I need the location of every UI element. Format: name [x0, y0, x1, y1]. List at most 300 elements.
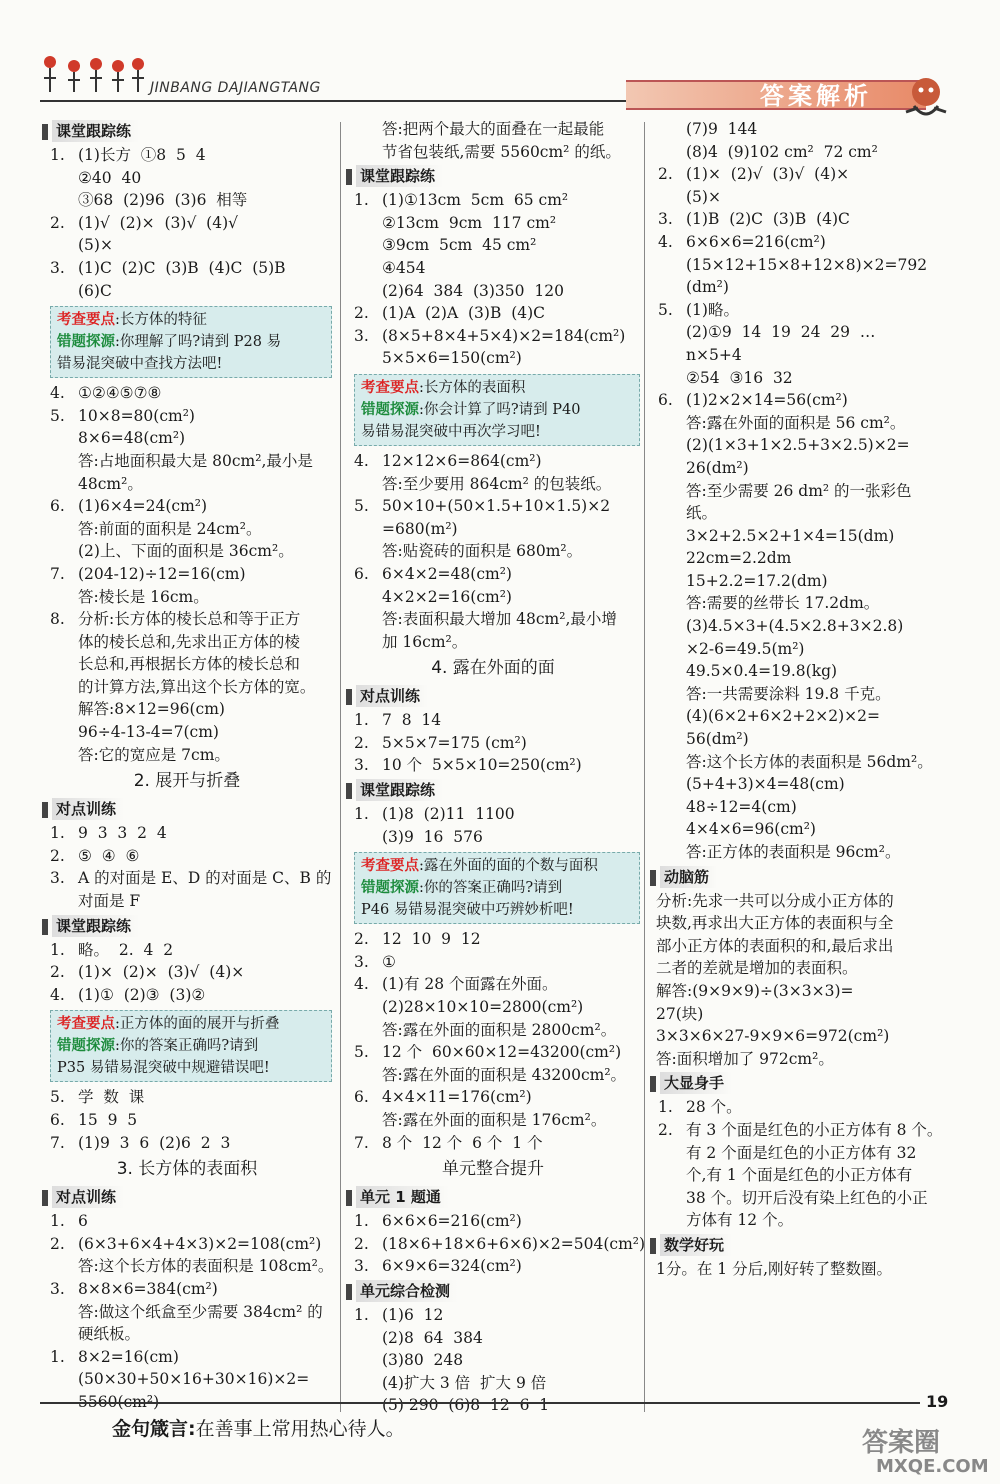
answer-text: 加 16cm²。 — [382, 632, 468, 651]
answer-text: 12 10 9 12 — [382, 930, 481, 949]
question-number: 2. — [50, 213, 65, 232]
answer-text: 15 9 5 — [78, 1111, 138, 1129]
answer-text: 对面是 F — [78, 892, 141, 911]
section-label: 动脑筋 — [660, 866, 717, 888]
question-number: 6. — [50, 497, 65, 516]
answer-line — [346, 1255, 640, 1278]
answer-line — [650, 957, 948, 980]
section-heading — [42, 798, 332, 822]
answer-line — [42, 1086, 332, 1109]
answer-line — [346, 302, 640, 325]
answer-line — [650, 434, 948, 457]
answer-text: 27(块) — [656, 1004, 704, 1023]
answer-text: 6 — [78, 1212, 88, 1231]
question-number: 3. — [658, 210, 673, 229]
answer-line — [650, 525, 948, 548]
answer-line — [42, 189, 332, 212]
section-label: 课堂跟踪练 — [52, 915, 139, 937]
answer-text: (1)× (2)× (3)√ (4)× — [78, 963, 245, 982]
answer-text: 的计算方法,算出这个长方体的宽。 — [78, 677, 316, 696]
watermark-url: MXQE.COM — [876, 1456, 989, 1477]
answer-line — [42, 1255, 332, 1278]
answer-line — [42, 563, 332, 586]
answer-text: 有 3 个面是红色的小正方体有 8 个。 — [686, 1120, 943, 1139]
answer-text: 6×6×6=216(cm²) — [382, 1212, 522, 1231]
answer-text: 块数,再求出大正方体的表面积与全 — [656, 914, 894, 933]
answer-line — [346, 1304, 640, 1327]
answer-text: 5560(cm²) — [78, 1392, 160, 1411]
tip-text: :长方体的表面积 — [419, 379, 526, 396]
answer-line — [346, 1064, 640, 1087]
answer-text: ①②④⑤⑦⑧ — [78, 384, 162, 403]
tip-text: :正方体的面的展开与折叠 — [115, 1016, 280, 1033]
answer-line — [346, 754, 640, 777]
answer-line — [346, 1327, 640, 1350]
answer-text: 12×12×6=864(cm²) — [382, 451, 542, 470]
question-number: 7. — [50, 1133, 65, 1152]
section-marker — [42, 124, 48, 140]
answer-text: 答:做这个纸盒至少需要 384cm² 的 — [78, 1302, 323, 1321]
lesson-title: 4. 露在外面的面 — [431, 658, 555, 679]
tip-line — [361, 855, 633, 877]
answer-line — [650, 141, 948, 164]
answer-text: (6×3+6×4+4×3)×2=108(cm²) — [78, 1234, 322, 1253]
answer-line — [346, 141, 640, 164]
question-number: 6. — [50, 1111, 65, 1129]
lesson-title: 2. 展开与折叠 — [133, 771, 241, 792]
answer-line — [346, 709, 640, 732]
answer-text: (1)①13cm 5cm 65 cm² — [382, 191, 569, 210]
answer-line — [650, 321, 948, 344]
answer-text: 10 个 5×5×10=250(cm²) — [382, 756, 582, 775]
column-divider — [340, 122, 341, 1412]
answer-text: 有 2 个面是红色的小正方体有 32 — [686, 1143, 917, 1162]
tip-box — [50, 306, 332, 378]
answer-line — [650, 1003, 948, 1026]
answer-line — [42, 1301, 332, 1324]
answer-text: (1)长方 ①8 5 4 — [78, 146, 206, 164]
answer-text: 8×2=16(cm) — [78, 1347, 179, 1366]
tip-key: 错题探源 — [361, 401, 419, 418]
answer-line — [650, 254, 948, 277]
answer-text: (1)6 12 — [382, 1305, 444, 1324]
answer-text: 56(dm²) — [686, 730, 749, 749]
answer-line — [650, 705, 948, 728]
answer-text: 解答:(9×9×9)÷(3×3×3)= — [656, 981, 854, 1000]
section-label: 课堂跟踪练 — [356, 165, 443, 187]
answer-line — [346, 1233, 646, 1256]
question-number: 1. — [50, 824, 65, 843]
answer-line — [346, 996, 640, 1019]
answer-line — [346, 563, 640, 586]
section-label: 课堂跟踪练 — [356, 779, 443, 801]
question-number: 1. — [354, 805, 369, 824]
section-marker — [346, 783, 352, 799]
question-number: 1. — [354, 1305, 369, 1324]
answer-text: (204-12)÷12=16(cm) — [78, 564, 246, 583]
answer-line — [42, 1132, 332, 1155]
answer-text: 学 数 课 — [78, 1088, 145, 1107]
section-heading — [650, 1072, 948, 1096]
section-heading — [346, 165, 640, 189]
footer-text: 在善事上常用热心待人。 — [195, 1418, 405, 1440]
answer-line — [346, 189, 640, 212]
answer-text: 答:表面积最大增加 48cm²,最小增 — [382, 610, 617, 629]
question-number: 5. — [354, 497, 369, 516]
answer-line — [650, 457, 948, 480]
answer-text: 8 个 12 个 6 个 1 个 — [382, 1133, 543, 1152]
section-marker — [346, 1190, 352, 1206]
tip-key: 错题探源 — [57, 1038, 115, 1055]
question-number: 3. — [50, 869, 65, 888]
answer-line — [346, 631, 640, 654]
question-number: 6. — [354, 564, 369, 583]
answer-line — [42, 867, 332, 890]
answer-text: 分析:长方体的棱长总和等于正方 — [78, 610, 301, 629]
section-marker — [346, 1284, 352, 1300]
answer-text: 硬纸板。 — [78, 1325, 141, 1344]
answer-text: 二者的差就是增加的表面积。 — [656, 959, 858, 978]
answer-text: 答:贴瓷砖的面积是 680m²。 — [382, 542, 583, 561]
answer-text: (2)8 64 384 — [382, 1328, 483, 1347]
section-marker — [42, 802, 48, 818]
answer-line — [42, 631, 332, 654]
section-label: 对点训练 — [52, 798, 124, 820]
section-heading — [650, 866, 948, 890]
answer-text: ① — [382, 952, 396, 971]
answer-text: 10×8=80(cm²) — [78, 406, 195, 425]
answer-column-1 — [42, 118, 332, 1414]
answer-line — [42, 427, 332, 450]
answer-text: 5×5×6=150(cm²) — [382, 349, 522, 368]
question-number: 4. — [658, 232, 673, 251]
answer-line — [650, 1119, 948, 1142]
answer-text: (18×6+18×6+6×6)×2=504(cm²) — [382, 1234, 646, 1253]
answer-text: 26(dm²) — [686, 458, 749, 477]
answer-line — [650, 367, 948, 390]
section-heading — [346, 685, 640, 709]
question-number: 4. — [354, 451, 369, 470]
answer-line — [42, 540, 332, 563]
question-number: 1. — [50, 1212, 65, 1231]
tip-text: :露在外面的面的个数与面积 — [419, 858, 598, 875]
answer-text: 3×3×6×27-9×9×6=972(cm²) — [656, 1027, 890, 1046]
answer-line — [346, 928, 640, 951]
section-label: 对点训练 — [52, 1186, 124, 1208]
answer-line — [346, 118, 640, 141]
answer-line — [42, 473, 332, 496]
answer-line — [650, 344, 948, 367]
answer-line — [650, 773, 948, 796]
answer-text: (1)有 28 个面露在外面。 — [382, 975, 558, 994]
answer-text: 6×6×6=216(cm²) — [686, 232, 826, 251]
section-marker — [650, 870, 656, 886]
answer-line — [650, 592, 948, 615]
column-divider — [644, 122, 645, 1412]
answer-line — [650, 1025, 948, 1048]
answer-line — [346, 1372, 640, 1395]
answer-line — [42, 744, 332, 767]
answer-text: 答:占地面积最大是 80cm²,最小是 — [78, 451, 313, 470]
tip-key: 错题探源 — [361, 880, 419, 897]
answer-text: 22cm=2.2dm — [686, 549, 792, 568]
question-number: 6. — [354, 1088, 369, 1107]
answer-text: 分析:先求一共可以分成小正方体的 — [656, 891, 894, 910]
answer-line — [42, 1233, 332, 1256]
question-number: 4. — [354, 975, 369, 994]
answer-line — [650, 480, 948, 503]
section-marker — [650, 1238, 656, 1254]
answer-text: n×5+4 — [686, 345, 742, 364]
question-number: 2. — [354, 930, 369, 949]
answer-text: 7 8 14 — [382, 711, 442, 730]
kids-logo-icon — [40, 52, 148, 98]
answer-line — [42, 653, 332, 676]
answer-line — [650, 1187, 948, 1210]
answer-line — [42, 450, 332, 473]
answer-text: ③68 (2)96 (3)6 相等 — [78, 191, 248, 210]
tip-line — [57, 1035, 325, 1057]
answer-text: 答:面积增加了 972cm²。 — [656, 1049, 834, 1068]
section-label: 单元 1 题通 — [356, 1186, 449, 1208]
answer-line — [650, 615, 948, 638]
answer-text: 9 3 3 2 4 — [78, 824, 167, 843]
question-number: 3. — [354, 1257, 369, 1276]
answer-text: (15×12+15×8+12×8)×2=792 — [686, 255, 928, 274]
answer-line — [346, 212, 640, 235]
question-number: 2. — [354, 304, 369, 323]
section-heading — [346, 1186, 640, 1210]
answer-line — [650, 935, 948, 958]
tip-line — [361, 877, 633, 899]
answer-line — [650, 570, 948, 593]
question-number: 3. — [50, 258, 65, 277]
section-label: 对点训练 — [356, 685, 428, 707]
answer-text: ②54 ③16 32 — [686, 368, 793, 387]
answer-line — [346, 347, 640, 370]
answer-line — [42, 518, 332, 541]
answer-line — [346, 586, 640, 609]
answer-line — [346, 540, 640, 563]
answer-text: 答:棱长是 16cm。 — [78, 587, 209, 606]
section-heading — [42, 120, 332, 144]
answer-line — [346, 1109, 640, 1132]
answer-text: 答:露在外面的面积是 43200cm²。 — [382, 1065, 627, 1084]
answer-text: 12 个 60×60×12=43200(cm²) — [382, 1043, 622, 1062]
answer-line — [346, 234, 640, 257]
answer-text: 答:露在外面的面积是 56 cm²。 — [686, 413, 906, 432]
answer-line — [650, 276, 948, 299]
answer-line — [650, 208, 948, 231]
answer-text: (6)C — [78, 281, 112, 300]
question-number: 1. — [658, 1098, 673, 1117]
answer-text: 8×6=48(cm²) — [78, 429, 186, 448]
answer-text: (8×5+8×4+5×4)×2=184(cm²) — [382, 326, 626, 345]
answer-text: (3)4.5×3+(4.5×2.8+3×2.8) — [686, 617, 904, 636]
answer-line — [42, 939, 332, 962]
answer-text: 答:露在外面的面积是 176cm²。 — [382, 1111, 607, 1129]
answer-line — [650, 841, 948, 864]
answer-line — [346, 803, 640, 826]
answer-text: (1)B (2)C (3)B (4)C — [686, 210, 850, 229]
answer-line — [650, 1258, 948, 1281]
answer-text: (7)9 144 — [686, 120, 758, 138]
answer-line — [346, 473, 640, 496]
answer-line — [650, 796, 948, 819]
page-header — [0, 0, 1000, 120]
answer-text: (3)80 248 — [382, 1351, 464, 1370]
answer-text: 略。 2. 4 2 — [78, 940, 174, 959]
question-number: 5. — [658, 300, 673, 319]
answer-text: (1)C (2)C (3)B (4)C (5)B — [78, 258, 286, 277]
section-heading — [42, 915, 332, 939]
question-number: 6. — [658, 391, 673, 410]
answer-line — [42, 845, 332, 868]
answer-text: 答:这个长方体的表面积是 56dm²。 — [686, 752, 933, 771]
answer-line — [650, 1142, 948, 1165]
answer-line — [42, 1368, 332, 1391]
question-number: 2. — [354, 733, 369, 752]
answer-text: (2)①9 14 19 24 29 … — [686, 323, 876, 342]
tip-line — [57, 1013, 325, 1035]
answer-line — [346, 495, 640, 518]
answer-line — [346, 518, 640, 541]
watermark-logo: 答案圈 — [862, 1428, 941, 1458]
question-number: 8. — [50, 610, 65, 629]
question-number: 1. — [50, 1347, 65, 1366]
tip-key: 考查要点 — [361, 858, 419, 875]
answer-line — [346, 1041, 640, 1064]
answer-line — [346, 951, 640, 974]
answer-line — [650, 412, 948, 435]
answer-text: 48cm²。 — [78, 474, 143, 493]
answer-line — [650, 728, 948, 751]
brand-name: JINBANG DAJIANGTANG — [150, 80, 321, 96]
answer-text: 4×4×11=176(cm²) — [382, 1088, 532, 1107]
question-number: 2. — [658, 165, 673, 184]
tip-line — [57, 331, 325, 353]
answer-line — [346, 1349, 640, 1372]
answer-text: 5×5×7=175 (cm²) — [382, 733, 527, 752]
answer-line — [42, 721, 332, 744]
answer-text: 体的棱长总和,先求出正方体的棱 — [78, 632, 300, 651]
question-number: 5. — [50, 1088, 65, 1107]
answer-line — [650, 1164, 948, 1187]
answer-column-2 — [346, 118, 646, 1417]
answer-text: 答:这个长方体的表面积是 108cm²。 — [78, 1257, 334, 1276]
answer-text: 1分。在 1 分后,刚好转了整数圈。 — [656, 1259, 893, 1278]
answer-line — [42, 1346, 332, 1369]
answer-text: (1)略。 — [686, 300, 739, 319]
footer-label: 金句箴言: — [112, 1418, 196, 1440]
answer-text: 49.5×0.4=19.8(kg) — [686, 662, 838, 681]
answer-line — [650, 980, 948, 1003]
question-number: 3. — [354, 326, 369, 345]
answer-text: (1)6×4=24(cm²) — [78, 497, 208, 516]
answer-line — [650, 751, 948, 774]
tip-key: 考查要点 — [57, 1016, 115, 1033]
answer-text: (2)64 384 (3)350 120 — [382, 281, 564, 300]
lesson-title: 3. 长方体的表面积 — [116, 1159, 258, 1180]
answer-text: 96÷4-13-4=7(cm) — [78, 723, 219, 742]
answer-line — [42, 495, 332, 518]
answer-line — [650, 638, 948, 661]
answer-text: 答:露在外面的面积是 2800cm²。 — [382, 1020, 617, 1039]
section-marker — [42, 1190, 48, 1206]
answer-text: 38 个。切开后没有染上红色的小正 — [686, 1188, 928, 1207]
question-number: 4. — [50, 985, 65, 1004]
page-number: 19 — [926, 1392, 949, 1411]
answer-text: 6×9×6=324(cm²) — [382, 1257, 522, 1276]
section-label: 单元综合检测 — [356, 1280, 458, 1302]
answer-line — [42, 608, 332, 631]
answer-text: 部小正方体的表面积的和,最后求出 — [656, 936, 894, 955]
answer-line — [346, 973, 640, 996]
answer-line — [42, 280, 332, 303]
answer-line — [650, 231, 948, 254]
answer-text: (1)2×2×14=56(cm²) — [686, 391, 848, 410]
answer-text: (2)28×10×10=2800(cm²) — [382, 998, 584, 1017]
question-number: 2. — [50, 1234, 65, 1253]
answer-line — [42, 1109, 332, 1132]
answer-line — [650, 818, 948, 841]
answer-text: (50×30+50×16+30×16)×2= — [78, 1370, 310, 1389]
answer-text: (3)9 16 576 — [382, 827, 483, 846]
section-heading — [346, 779, 640, 803]
answer-text: (dm²) — [686, 278, 729, 297]
answer-text: 6×4×2=48(cm²) — [382, 564, 512, 583]
answer-line — [650, 683, 948, 706]
answer-text: (1)① (2)③ (3)② — [78, 985, 206, 1004]
answer-text: 4×4×6=96(cm²) — [686, 820, 816, 839]
answer-line — [346, 1210, 640, 1233]
question-number: 5. — [50, 406, 65, 425]
answer-line — [650, 890, 948, 913]
answer-text: 纸。 — [686, 504, 718, 523]
tip-line — [361, 377, 633, 399]
answer-text: (1)× (2)√ (3)√ (4)× — [686, 165, 850, 184]
answer-text: 答:一共需要涂料 19.8 千克。 — [686, 684, 891, 703]
answer-line — [650, 299, 948, 322]
answer-text: (5)× — [78, 236, 113, 255]
answer-text: 答:需要的丝带长 17.2dm。 — [686, 594, 880, 613]
answer-text: (4)扩大 3 倍 扩大 9 倍 — [382, 1373, 547, 1392]
answer-line — [42, 676, 332, 699]
tip-box — [50, 1010, 332, 1082]
answer-line — [346, 1132, 640, 1155]
answer-text: (5)× — [686, 187, 721, 206]
question-number: 2. — [50, 846, 65, 865]
question-number: 7. — [50, 564, 65, 583]
answer-text: (5+4+3)×4=48(cm) — [686, 775, 845, 794]
answer-line — [42, 257, 332, 280]
section-marker — [346, 169, 352, 185]
answer-text: 答:把两个最大的面叠在一起最能 — [382, 120, 605, 138]
answer-text: ②13cm 9cm 117 cm² — [382, 213, 557, 232]
tip-line: 易错易混突破中再次学习吧! — [361, 423, 541, 440]
question-number: 3. — [354, 952, 369, 971]
answer-text: 4×2×2=16(cm²) — [382, 587, 512, 606]
page-title: 答案解析 — [760, 82, 872, 110]
answer-text: (8)4 (9)102 cm² 72 cm² — [686, 142, 878, 161]
tip-text: :你理解了吗?请到 P28 易 — [115, 334, 282, 351]
answer-line — [42, 382, 332, 405]
footer-motto — [112, 1414, 405, 1441]
question-number: 2. — [50, 963, 65, 982]
answer-text: (1)8 (2)11 1100 — [382, 805, 515, 824]
answer-text: 个,有 1 个面是红色的小正方体有 — [686, 1166, 913, 1185]
question-number: 4. — [50, 384, 65, 403]
